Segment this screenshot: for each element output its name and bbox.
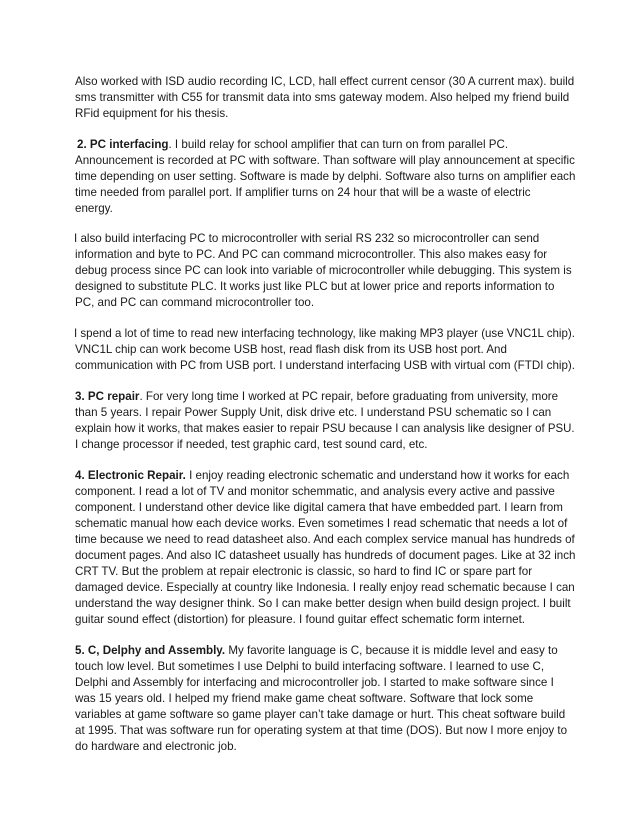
text-line: I change processor if needed, test graphic card, test sound card, etc. bbox=[75, 438, 428, 451]
text-line: variables at game software so game player can’t take damage or hurt. This cheat software build bbox=[75, 708, 566, 721]
text-line: document pages. And also IC datasheet usually has hundreds of document pages. Like at 32 inch bbox=[75, 549, 576, 562]
text-line: component. I understand other device like digital camera that have embedded part. I learn from bbox=[75, 501, 563, 514]
text-line: at 1995. That was software run for operating system at that time (DOS). But now I more enjoy to bbox=[75, 724, 568, 737]
text-line: Delphi and Assembly for interfacing and microcontroller job. I started to make software since I bbox=[75, 676, 554, 689]
text-line bbox=[75, 389, 558, 405]
text-line: I spend a lot of time to read new interfacing technology, like making MP3 player (use VNC1L chip). bbox=[74, 327, 575, 340]
text-line: damaged device. Especially at country like Indonesia. I really enjoy read schematic because I can bbox=[75, 581, 575, 594]
text-run: I enjoy reading electronic schematic and understand how it works for each bbox=[185, 469, 570, 482]
text-line: than 5 years. I repair Power Supply Unit, disk drive etc. I understand PSU schematic so I can bbox=[75, 406, 552, 419]
section-heading: 3. PC repair bbox=[75, 390, 140, 403]
text-line: energy. bbox=[75, 202, 113, 215]
text-line: was 15 years old. I helped my friend make game cheat software. Software that lock some bbox=[75, 692, 534, 705]
text-line: time depending on user setting. Software is made by delphi. Software also turns on amplifier each bbox=[75, 170, 576, 183]
text-line: communication with PC from USB port. I understand interfacing USB with virtual com (FTDI chip). bbox=[75, 359, 575, 372]
text-line: Also worked with ISD audio recording IC, LCD, hall effect current censor (30 A current max). build bbox=[75, 75, 575, 88]
text-line bbox=[77, 137, 508, 153]
text-run: . I build relay for school amplifier that can turn on from parallel PC. bbox=[168, 138, 509, 151]
text-line: designed to substitute PLC. It works just like PLC but at lower price and reports information to bbox=[75, 280, 555, 293]
text-line: touch low level. But sometimes I use Delphi to build interfacing software. I learned to use C, bbox=[75, 660, 545, 673]
text-run: . For very long time I worked at PC repair, before graduating from university, more bbox=[139, 390, 559, 403]
text-line: do hardware and electronic job. bbox=[75, 740, 237, 753]
text-run: My favorite language is C, because it is middle level and easy to bbox=[225, 644, 558, 657]
section-heading: 2. PC interfacing bbox=[77, 138, 169, 151]
text-line: time needed from parallel port. If amplifier turns on 24 hour that will be a waste of electric bbox=[75, 186, 531, 199]
text-line bbox=[75, 468, 569, 484]
text-line: I also build interfacing PC to microcontroller with serial RS 232 so microcontroller can send bbox=[74, 232, 540, 245]
text-line: VNC1L chip can work become USB host, read flash disk from its USB host port. And bbox=[75, 343, 507, 356]
text-line: debug process since PC can look into variable of microcontroller while debugging. This system is bbox=[75, 264, 572, 277]
section-heading: 5. C, Delphy and Assembly. bbox=[75, 644, 226, 657]
text-line: guitar sound effect (distortion) for pleasure. I found guitar effect schematic form internet. bbox=[75, 613, 526, 626]
text-line: Announcement is recorded at PC with software. Than software will play announcement at specific bbox=[75, 154, 575, 167]
text-line bbox=[75, 643, 558, 659]
text-line: schematic manual how each device works. Even sometimes I read schematic that needs a lot of bbox=[75, 517, 568, 530]
section-heading: 4. Electronic Repair. bbox=[75, 469, 186, 482]
text-line: time because we need to read datasheet also. And each complex service manual has hundreds of bbox=[75, 533, 575, 546]
text-line: PC, and PC can command microcontroller too. bbox=[75, 296, 315, 309]
text-line: understand the way designer think. So I can make better design when build design project. I built bbox=[75, 597, 571, 610]
text-line: RFid equipment for his thesis. bbox=[75, 107, 229, 120]
text-line: CRT TV. But the problem at repair electronic is classic, so hard to find IC or spare part for bbox=[75, 565, 533, 578]
text-line: information and byte to PC. And PC can command microcontroller. This also makes easy for bbox=[75, 248, 548, 261]
text-line: explain how it works, that makes easier to repair PSU because I can analysis like designer of PSU. bbox=[75, 422, 575, 435]
text-line: component. I read a lot of TV and monitor schemmatic, and analysis every active and passive bbox=[75, 485, 555, 498]
text-line: sms transmitter with C55 for transmit data into sms gateway modem. Also helped my friend build bbox=[75, 91, 570, 104]
